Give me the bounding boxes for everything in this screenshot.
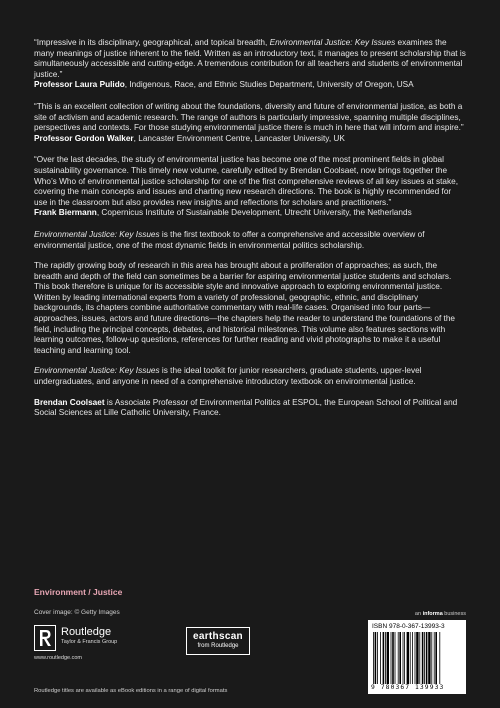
- informa-business-label: an informa business: [414, 611, 466, 617]
- quote-text: “Impressive in its disciplinary, geographical, and topical breadth, Environmental Justice: Key Issues examines the many meanings of justice inherent to the field. Written as an introductory text, it manages to present scholarship that is simultaneously accessible and cutting-edge. A tremendous contribution for all teachers and students of environmental justice.”: [34, 38, 466, 79]
- barcode-bar: [399, 632, 401, 684]
- barcode-bar: [422, 632, 424, 684]
- earthscan-logo: [186, 627, 250, 655]
- quote-text: “This is an excellent collection of writing about the foundations, diversity and future of environmental justice, as both a site of activism and academic research. The range of authors is particularly impressive, spanning multiple disciplines, perspectives and contexts. For those studying environmental justice there is much in here that will inform and inspire.”: [34, 101, 464, 133]
- barcode-bar: [403, 632, 404, 684]
- subject-category: Environment / Justice: [34, 587, 123, 597]
- barcode-bar: [373, 632, 374, 684]
- barcode-bar: [380, 632, 381, 684]
- cover-image-credit: Cover image: © Getty Images: [34, 609, 120, 616]
- routledge-r-icon: [34, 625, 56, 651]
- book-title-italic: Environmental Justice: Key Issues: [34, 229, 160, 239]
- endorsement-quote: [34, 155, 466, 219]
- description-paragraph: The rapidly growing body of research in this area has brought about a proliferation of approaches; as such, the breadth and depth of the field can sometimes be a barrier for aspiring environmental justice students and scholars. This book therefore is unique for its accessible style and innovative approach to exploring environmental justice. Written by leading international experts from a variety of professional, geographic, ethnic, and disciplinary backgrounds, its chapters combine authoritative commentary with real-life cases. Organised into four parts—approaches, issues, actors and future directions—the chapters help the reader to understand the foundations of the field, including the principal concepts, debates, and historical milestones. This volume also features sections with learning outcomes, follow-up questions, references for further reading and vivid photographs to make it a useful teaching and learning tool.: [34, 261, 456, 355]
- barcode-bar: [387, 632, 389, 684]
- barcode-bar: [395, 632, 396, 684]
- book-title-italic: Environmental Justice: Key Issues: [34, 366, 160, 376]
- barcode-bar: [419, 632, 420, 684]
- earthscan-from: from Routledge: [197, 643, 239, 649]
- quote-attribution: [34, 134, 466, 145]
- routledge-logo: [34, 625, 164, 661]
- barcode-bar: [431, 632, 432, 684]
- barcode-bar: [398, 632, 399, 684]
- author-bio: Brendan Coolsaet is Associate Professor of Environmental Politics at ESPOL, the European School of Political and Social Sciences at Lille Catholic University, France.: [34, 397, 458, 418]
- barcode-bar: [377, 632, 378, 684]
- barcode-bar: [385, 632, 386, 684]
- barcode-digits: 9 780367 139933: [371, 684, 445, 691]
- barcode-bar: [428, 632, 430, 684]
- barcode-bar: [392, 632, 394, 684]
- quote-affiliation: , Lancaster Environment Centre, Lancaster University, UK: [133, 133, 345, 143]
- isbn-number: ISBN 978-0-367-13993-3: [372, 623, 445, 630]
- barcode-bar: [415, 632, 416, 684]
- quote-attribution: [34, 208, 466, 219]
- ebook-availability-note: Routledge titles are available as eBook editions in a range of digital formats: [34, 688, 228, 694]
- routledge-group: Taylor & Francis Group: [61, 639, 118, 645]
- book-title-italic: Environmental Justice: Key Issues: [269, 38, 396, 47]
- barcode-bar: [404, 632, 405, 684]
- quote-affiliation: , Indigenous, Race, and Ethnic Studies Department, University of Oregon, USA: [124, 80, 414, 90]
- endorsement-quote: [34, 102, 466, 144]
- routledge-url: www.routledge.com: [34, 655, 82, 661]
- barcode-bar: [416, 632, 418, 684]
- barcode-bar: [434, 632, 435, 684]
- endorsement-quote: [34, 38, 466, 91]
- description-paragraph: Environmental Justice: Key Issues is the ideal toolkit for junior researchers, graduate students, upper-level undergraduates, and anyone in need of a comprehensive introductory textbook on environmental justice.: [34, 366, 422, 387]
- barcode-bar: [407, 632, 409, 684]
- earthscan-brand: earthscan: [193, 631, 243, 642]
- barcode-bar: [426, 632, 428, 684]
- quote-author: Professor Laura Pulido: [34, 80, 125, 90]
- quote-attribution: [34, 80, 466, 91]
- barcode-bar: [435, 632, 437, 684]
- barcode-bar: [412, 632, 413, 684]
- cover-text: [34, 38, 466, 429]
- barcode-bar: [391, 632, 392, 684]
- quote-affiliation: , Copernicus Institute of Sustainable Development, Utrecht University, the Netherlands: [96, 208, 412, 218]
- quote-text: “Over the last decades, the study of environmental justice has become one of the most prominent fields in global sustainability governance. This timely new volume, carefully edited by Brendan Coolsaet, now brings together the Who’s Who of environmental justice scholarship for one of the first comprehensive reviews of all key issues at stake, covering the main concepts and issues and charting new research directions. The book is highly recommended for use in the classroom but also provides new insights and reflections for scholars and practitioners.”: [34, 155, 458, 207]
- isbn-barcode-box: [368, 620, 466, 694]
- routledge-name: Routledge: [61, 626, 112, 638]
- quote-author: Frank Biermann: [34, 208, 97, 218]
- author-name: Brendan Coolsaet: [34, 397, 105, 407]
- quote-author: Professor Gordon Walker: [34, 133, 134, 143]
- barcode-bar: [383, 632, 385, 684]
- description-paragraph: Environmental Justice: Key Issues is the first textbook to offer a comprehensive and accessible overview of environmental justice, one of the most dynamic fields in environmental politics scholarship.: [34, 229, 425, 250]
- barcode-bar: [410, 632, 411, 684]
- barcode-image: [372, 632, 462, 684]
- barcode-bar: [424, 632, 425, 684]
- barcode-bar: [375, 632, 377, 684]
- barcode-bar: [439, 632, 440, 684]
